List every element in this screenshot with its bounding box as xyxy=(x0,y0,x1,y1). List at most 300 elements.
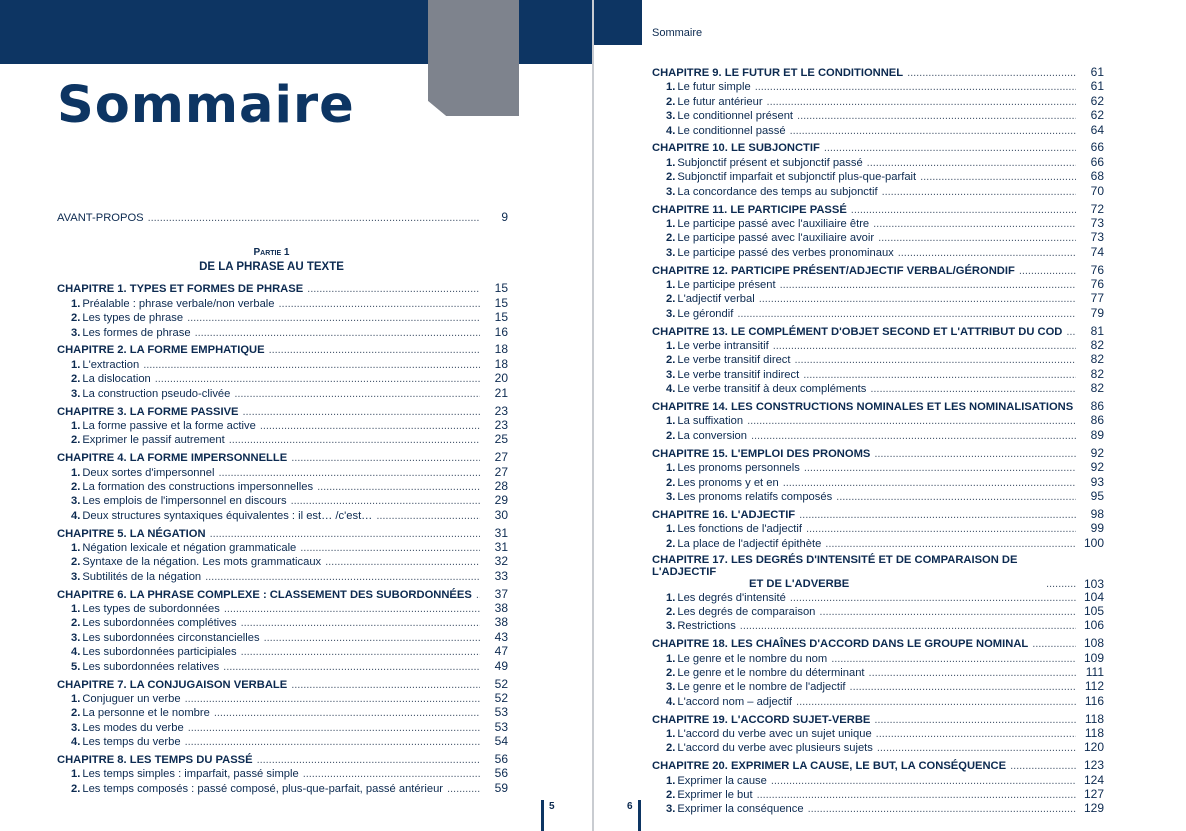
toc-page-number: 64 xyxy=(1090,122,1104,137)
toc-page-number: 27 xyxy=(494,464,508,479)
dot-leader xyxy=(790,591,1076,605)
toc-section-item[interactable] xyxy=(57,630,508,644)
toc-chapter-7[interactable] xyxy=(652,446,1104,460)
toc-page-number: 92 xyxy=(1090,445,1104,460)
part-label: Partie 1 xyxy=(253,247,290,259)
toc-section-item[interactable] xyxy=(652,338,1104,352)
dot-leader xyxy=(795,353,1076,367)
toc-chapter-title: CHAPITRE 9. LE FUTUR ET LE CONDITIONNEL xyxy=(652,67,904,79)
toc-section-item[interactable] xyxy=(57,659,508,673)
toc-section-item[interactable] xyxy=(57,781,508,795)
toc-section-item[interactable] xyxy=(652,352,1104,366)
toc-section-item[interactable] xyxy=(652,489,1104,503)
toc-section-number: 3. xyxy=(71,721,81,734)
toc-section-item[interactable] xyxy=(57,720,508,734)
toc-section-item[interactable] xyxy=(652,94,1104,108)
toc-section-number: 3. xyxy=(71,495,81,508)
toc-section-title xyxy=(666,80,751,94)
dot-leader xyxy=(264,631,480,645)
toc-entry-label: AVANT-PROPOS xyxy=(57,212,144,224)
dot-leader xyxy=(783,476,1076,490)
dot-leader xyxy=(234,387,480,401)
toc-section-number: 1. xyxy=(666,340,676,353)
toc-section-label: Les temps du verbe xyxy=(82,736,181,749)
toc-section-label: Le futur simple xyxy=(677,81,751,94)
toc-section-number: 3. xyxy=(71,631,81,644)
toc-section-item[interactable] xyxy=(57,705,508,719)
toc-section-item[interactable] xyxy=(57,734,508,748)
toc-section-item[interactable] xyxy=(57,357,508,371)
toc-section-item[interactable] xyxy=(652,123,1104,137)
dot-leader xyxy=(882,185,1076,199)
toc-section-item[interactable] xyxy=(652,277,1104,291)
toc-section-item[interactable] xyxy=(57,418,508,432)
toc-section-item[interactable] xyxy=(652,155,1104,169)
toc-chapter-title: CHAPITRE 6. LA PHRASE COMPLEXE : CLASSEMENT DES SUBORDONNÉES xyxy=(57,588,472,601)
toc-section-title xyxy=(71,466,214,480)
dot-leader xyxy=(836,490,1076,504)
dot-leader xyxy=(825,537,1076,551)
toc-page-number: 49 xyxy=(494,658,508,673)
dot-leader xyxy=(877,741,1076,755)
toc-section-title xyxy=(666,185,878,199)
toc-section-title xyxy=(666,741,873,755)
dot-leader xyxy=(771,774,1076,788)
toc-section-number: 3. xyxy=(666,681,676,694)
toc-section-title xyxy=(666,461,800,475)
toc-section-label: Le conditionnel présent xyxy=(677,110,794,123)
dot-leader xyxy=(143,358,480,372)
toc-chapter-9[interactable] xyxy=(652,554,1104,590)
toc-page-number: 111 xyxy=(1085,664,1104,679)
toc-section-label: Le participe passé des verbes pronominaux xyxy=(677,246,894,259)
toc-section-title xyxy=(71,326,191,340)
dot-leader xyxy=(819,605,1076,619)
toc-page-number: 62 xyxy=(1090,93,1104,108)
dot-leader xyxy=(195,326,480,340)
toc-section-item[interactable] xyxy=(652,651,1104,665)
toc-section-title xyxy=(71,570,201,584)
toc-section-title xyxy=(666,727,872,741)
toc-page-number: 118 xyxy=(1084,726,1104,741)
toc-section-title xyxy=(666,414,743,428)
toc-page-number: 74 xyxy=(1090,244,1104,259)
toc-section-item[interactable] xyxy=(652,306,1104,320)
toc-section-title xyxy=(666,605,815,619)
toc-section-number: 1. xyxy=(71,542,81,555)
toc-section-title xyxy=(666,476,779,490)
toc-chapter-11[interactable] xyxy=(652,712,1104,726)
toc-page-number: 15 xyxy=(494,295,508,310)
dot-leader xyxy=(874,447,1076,461)
toc-page-number: 118 xyxy=(1084,711,1104,726)
toc-left xyxy=(57,210,508,795)
toc-chapter-title: CHAPITRE 7. LA CONJUGAISON VERBALE xyxy=(57,678,288,691)
toc-chapter-title: CHAPITRE 4. LA FORME IMPERSONNELLE xyxy=(57,452,288,465)
toc-page-number: 61 xyxy=(1090,65,1104,79)
toc-chapter-title-line2: ET DE L'ADVERBE xyxy=(749,577,850,590)
toc-section-item[interactable] xyxy=(57,432,508,446)
dot-leader xyxy=(737,307,1076,321)
toc-section-title xyxy=(666,307,733,321)
toc-section-title xyxy=(71,433,225,447)
dot-leader xyxy=(796,695,1076,709)
toc-chapter-5[interactable] xyxy=(57,526,508,540)
toc-section-item[interactable] xyxy=(652,475,1104,489)
toc-section-label: Le genre et le nombre du nom xyxy=(677,652,828,665)
toc-section-label: L'accord du verbe avec plusieurs sujets xyxy=(677,742,873,755)
toc-section-item[interactable] xyxy=(652,590,1104,604)
toc-page-number: 81 xyxy=(1090,323,1104,338)
toc-chapter-2[interactable] xyxy=(57,342,508,356)
toc-page-number: 54 xyxy=(494,734,508,749)
toc-section-item[interactable] xyxy=(57,644,508,658)
toc-section-item[interactable] xyxy=(652,740,1104,754)
toc-chapter-4[interactable] xyxy=(57,450,508,464)
toc-chapter-2[interactable] xyxy=(652,140,1104,154)
toc-chapter-title: CHAPITRE 5. LA NÉGATION xyxy=(57,527,206,540)
toc-section-label: Exprimer le passif autrement xyxy=(82,434,225,447)
toc-section-item[interactable] xyxy=(57,554,508,568)
toc-section-item[interactable] xyxy=(57,493,508,507)
toc-section-item[interactable] xyxy=(652,694,1104,708)
toc-page-number: 82 xyxy=(1090,381,1104,396)
toc-page-number: 70 xyxy=(1090,183,1104,198)
toc-section-number: 1. xyxy=(666,81,676,94)
toc-section-label: Le verbe intransitif xyxy=(677,340,769,353)
toc-section-title xyxy=(71,494,287,508)
toc-section-label: Les subordonnées relatives xyxy=(82,660,220,673)
toc-chapter-title: CHAPITRE 1. TYPES ET FORMES DE PHRASE xyxy=(57,283,304,296)
toc-section-number: 2. xyxy=(666,666,676,679)
toc-chapter-title: CHAPITRE 16. L'ADJECTIF xyxy=(652,508,796,521)
dot-leader xyxy=(1046,578,1076,590)
toc-section-title xyxy=(71,509,372,523)
toc-section-number: 2. xyxy=(666,742,676,755)
dot-leader xyxy=(740,619,1076,633)
dot-leader xyxy=(824,141,1076,155)
toc-section-title xyxy=(666,537,821,551)
toc-section-item[interactable] xyxy=(652,773,1104,787)
toc-section-title xyxy=(71,721,184,735)
dot-leader xyxy=(291,678,480,692)
toc-section-item[interactable] xyxy=(57,325,508,339)
toc-section-number: 1. xyxy=(71,466,81,479)
toc-section-item[interactable] xyxy=(57,766,508,780)
dot-leader xyxy=(780,278,1076,292)
toc-section-item[interactable] xyxy=(652,460,1104,474)
toc-section-number: 3. xyxy=(71,326,81,339)
toc-section-number: 4. xyxy=(71,509,81,522)
dot-leader xyxy=(759,292,1076,306)
toc-page-number: 47 xyxy=(494,644,508,659)
dot-leader xyxy=(790,124,1076,138)
dot-leader xyxy=(874,713,1076,727)
toc-section-title xyxy=(666,246,894,260)
toc-page-number: 95 xyxy=(1090,488,1104,503)
dot-leader xyxy=(773,339,1076,353)
toc-section-label: Le futur antérieur xyxy=(677,95,763,108)
toc-section-title xyxy=(666,217,869,231)
toc-section-title xyxy=(666,109,793,123)
toc-chapter-title: CHAPITRE 11. LE PARTICIPE PASSÉ xyxy=(652,203,847,216)
toc-section-item[interactable] xyxy=(652,184,1104,198)
toc-section-number: 2. xyxy=(666,605,676,618)
toc-page-number: 82 xyxy=(1090,366,1104,381)
toc-section-label: Le participe présent xyxy=(677,278,776,291)
toc-section-number: 2. xyxy=(666,354,676,367)
toc-section-number: 1. xyxy=(666,591,676,604)
toc-section-label: Le conditionnel passé xyxy=(677,124,786,137)
dot-leader xyxy=(210,527,480,541)
toc-section-label: Les emplois de l'impersonnel en discours xyxy=(82,495,287,508)
toc-section-item[interactable] xyxy=(57,569,508,583)
toc-chapter-title xyxy=(652,554,1042,590)
toc-chapter-title: CHAPITRE 10. LE SUBJONCTIF xyxy=(652,142,820,155)
toc-section-title xyxy=(666,353,791,367)
toc-chapter-12[interactable] xyxy=(652,758,1104,772)
toc-chapter-title: CHAPITRE 15. L'EMPLOI DES PRONOMS xyxy=(652,447,871,460)
toc-section-label: Les pronoms relatifs composés xyxy=(677,490,833,503)
toc-section-title xyxy=(71,645,237,659)
toc-section-item[interactable] xyxy=(57,601,508,615)
toc-section-item[interactable] xyxy=(57,296,508,310)
toc-section-item[interactable] xyxy=(57,691,508,705)
toc-section-item[interactable] xyxy=(652,665,1104,679)
toc-section-label: La suffixation xyxy=(677,415,744,428)
toc-section-title xyxy=(71,660,219,674)
toc-page-number: 43 xyxy=(494,629,508,644)
toc-page-number: 124 xyxy=(1083,772,1104,787)
dot-leader xyxy=(241,645,480,659)
toc-page-number: 15 xyxy=(494,281,508,296)
running-head: Sommaire xyxy=(652,27,703,39)
dot-leader xyxy=(214,706,480,720)
toc-section-item[interactable] xyxy=(57,386,508,400)
toc-page-number: 18 xyxy=(494,342,508,357)
toc-section-title xyxy=(666,591,786,605)
toc-section-item[interactable] xyxy=(652,79,1104,93)
dot-leader xyxy=(307,282,480,296)
toc-section-label: Deux sortes d'impersonnel xyxy=(82,466,215,479)
toc-page-number: 33 xyxy=(494,568,508,583)
toc-section-item[interactable] xyxy=(652,413,1104,427)
toc-page-number: 66 xyxy=(1090,140,1104,155)
toc-section-item[interactable] xyxy=(652,381,1104,395)
toc-section-item[interactable] xyxy=(652,787,1104,801)
toc-section-title xyxy=(71,706,210,720)
toc-section-number: 2. xyxy=(666,95,676,108)
toc-section-number: 2. xyxy=(71,707,81,720)
toc-page-number: 105 xyxy=(1083,603,1104,618)
toc-section-label: Les types de subordonnées xyxy=(82,603,220,616)
toc-section-item[interactable] xyxy=(652,230,1104,244)
toc-section-item[interactable] xyxy=(652,108,1104,122)
toc-section-item[interactable] xyxy=(652,367,1104,381)
toc-page-number: 120 xyxy=(1083,740,1104,755)
toc-section-number: 2. xyxy=(666,429,676,442)
toc-chapter-8[interactable] xyxy=(57,752,508,766)
toc-section-item[interactable] xyxy=(652,245,1104,259)
dot-leader xyxy=(376,509,480,523)
toc-page-number: 82 xyxy=(1090,338,1104,353)
header-band xyxy=(594,0,642,45)
dot-leader xyxy=(869,666,1076,680)
toc-section-item[interactable] xyxy=(652,801,1104,815)
toc-avant-propos[interactable] xyxy=(57,210,508,224)
toc-page-number: 9 xyxy=(501,210,508,224)
toc-page-number: 31 xyxy=(494,540,508,555)
dot-leader xyxy=(188,721,480,735)
toc-section-label: L'accord du verbe avec un sujet unique xyxy=(677,728,872,741)
toc-section-item[interactable] xyxy=(57,371,508,385)
toc-page-number: 66 xyxy=(1090,154,1104,169)
toc-section-item[interactable] xyxy=(652,169,1104,183)
toc-section-label: Les types de phrase xyxy=(82,312,184,325)
toc-page-number: 73 xyxy=(1090,230,1104,245)
toc-section-number: 1. xyxy=(71,419,81,432)
toc-section-number: 1. xyxy=(666,415,676,428)
toc-section-title xyxy=(666,170,916,184)
dot-leader xyxy=(767,95,1076,109)
dot-leader xyxy=(187,311,480,325)
toc-section-number: 4. xyxy=(666,383,676,396)
toc-page-number: 129 xyxy=(1083,801,1104,816)
toc-section-title xyxy=(666,292,755,306)
dot-leader xyxy=(873,217,1076,231)
toc-section-item[interactable] xyxy=(652,428,1104,442)
toc-page-number: 127 xyxy=(1083,787,1104,802)
dot-leader xyxy=(806,522,1076,536)
toc-section-label: Négation lexicale et négation grammaticale xyxy=(82,542,297,555)
toc-page-number: 23 xyxy=(494,403,508,418)
toc-section-label: Les degrés d'intensité xyxy=(677,591,786,604)
toc-section-number: 1. xyxy=(666,217,676,230)
toc-section-number: 1. xyxy=(666,156,676,169)
dot-leader xyxy=(223,660,480,674)
toc-page-number: 89 xyxy=(1090,427,1104,442)
toc-section-number: 2. xyxy=(666,476,676,489)
toc-page-number: 99 xyxy=(1090,521,1104,536)
toc-section-item[interactable] xyxy=(652,618,1104,632)
toc-chapter-6[interactable] xyxy=(57,587,508,601)
toc-section-label: Exprimer le but xyxy=(677,789,753,802)
toc-section-label: La concordance des temps au subjonctif xyxy=(677,185,878,198)
toc-page-number: 59 xyxy=(494,780,508,795)
toc-section-item[interactable] xyxy=(652,679,1104,693)
toc-page-number: 56 xyxy=(494,766,508,781)
toc-section-label: Les pronoms personnels xyxy=(677,462,800,475)
dot-leader xyxy=(229,433,480,447)
toc-section-item[interactable] xyxy=(652,604,1104,618)
toc-section-item[interactable] xyxy=(652,521,1104,535)
toc-section-label: Deux structures syntaxiques équivalentes : il est… /c'est… xyxy=(82,509,373,522)
toc-page-number: 82 xyxy=(1090,352,1104,367)
toc-section-title xyxy=(71,602,220,616)
toc-chapter-3[interactable] xyxy=(652,202,1104,216)
part-title: DE LA PHRASE AU TEXTE xyxy=(199,261,344,274)
toc-section-number: 4. xyxy=(666,124,676,137)
toc-page-number: 25 xyxy=(494,432,508,447)
toc-section-number: 3. xyxy=(666,368,676,381)
toc-chapter-title: CHAPITRE 18. LES CHAÎNES D'ACCORD DANS LE GROUPE NOMINAL xyxy=(652,638,1029,651)
dot-leader xyxy=(898,246,1076,260)
toc-section-title xyxy=(666,382,866,396)
dot-leader xyxy=(804,461,1076,475)
toc-page-number: 106 xyxy=(1083,618,1104,633)
toc-section-title xyxy=(666,490,832,504)
toc-section-item[interactable] xyxy=(57,310,508,324)
toc-chapter-1[interactable] xyxy=(57,281,508,295)
toc-chapter-1[interactable] xyxy=(652,65,1104,79)
toc-chapter-3[interactable] xyxy=(57,404,508,418)
toc-section-title xyxy=(666,680,846,694)
toc-chapter-title: CHAPITRE 14. LES CONSTRUCTIONS NOMINALES ET LES NOMINALISATIONS xyxy=(652,401,1074,414)
toc-chapter-4[interactable] xyxy=(652,263,1104,277)
toc-chapter-6[interactable] xyxy=(652,399,1104,413)
toc-section-label: Les subordonnées circonstancielles xyxy=(82,631,260,644)
toc-section-number: 2. xyxy=(71,617,81,630)
toc-page-number: 100 xyxy=(1083,535,1104,550)
toc-chapter-5[interactable] xyxy=(652,324,1104,338)
toc-section-item[interactable] xyxy=(57,508,508,522)
toc-section-item[interactable] xyxy=(57,479,508,493)
toc-section-label: L'extraction xyxy=(82,358,140,371)
toc-section-label: Les pronoms y et en xyxy=(677,476,779,489)
toc-page-number: 21 xyxy=(494,385,508,400)
toc-section-title xyxy=(666,666,865,680)
toc-page-number: 53 xyxy=(494,719,508,734)
dot-leader xyxy=(1010,759,1076,773)
toc-page-number: 52 xyxy=(494,690,508,705)
toc-chapter-7[interactable] xyxy=(57,677,508,691)
toc-section-item[interactable] xyxy=(652,216,1104,230)
toc-section-title xyxy=(71,297,275,311)
toc-section-label: Les temps composés : passé composé, plus-que-parfait, passé antérieur xyxy=(82,782,444,795)
dot-leader xyxy=(241,616,480,630)
toc-section-item[interactable] xyxy=(57,465,508,479)
toc-section-label: Les formes de phrase xyxy=(82,326,191,339)
toc-section-item[interactable] xyxy=(57,615,508,629)
toc-page-number: 86 xyxy=(1090,399,1104,414)
toc-page-number: 38 xyxy=(494,615,508,630)
dot-leader xyxy=(300,541,480,555)
toc-section-item[interactable] xyxy=(57,540,508,554)
toc-chapter-8[interactable] xyxy=(652,507,1104,521)
dot-leader xyxy=(851,203,1076,217)
dot-leader xyxy=(755,80,1076,94)
toc-section-title xyxy=(71,692,181,706)
toc-section-label: Syntaxe de la négation. Les mots grammaticaux xyxy=(82,556,322,569)
toc-section-title xyxy=(666,619,736,633)
toc-right xyxy=(652,65,1104,816)
toc-section-title xyxy=(666,231,874,245)
dot-leader xyxy=(808,802,1076,816)
toc-section-label: Le verbe transitif indirect xyxy=(677,368,800,381)
toc-chapter-10[interactable] xyxy=(652,636,1104,650)
toc-section-item[interactable] xyxy=(652,536,1104,550)
toc-section-label: Préalable : phrase verbale/non verbale xyxy=(82,297,275,310)
toc-section-label: Les subordonnées participiales xyxy=(82,646,237,659)
toc-page-number: 18 xyxy=(494,356,508,371)
toc-page-number: 28 xyxy=(494,478,508,493)
toc-section-item[interactable] xyxy=(652,726,1104,740)
toc-page-number: 86 xyxy=(1090,413,1104,428)
toc-section-number: 3. xyxy=(666,110,676,123)
toc-page-number: 123 xyxy=(1083,758,1104,773)
toc-section-item[interactable] xyxy=(652,291,1104,305)
toc-page-number: 93 xyxy=(1090,474,1104,489)
